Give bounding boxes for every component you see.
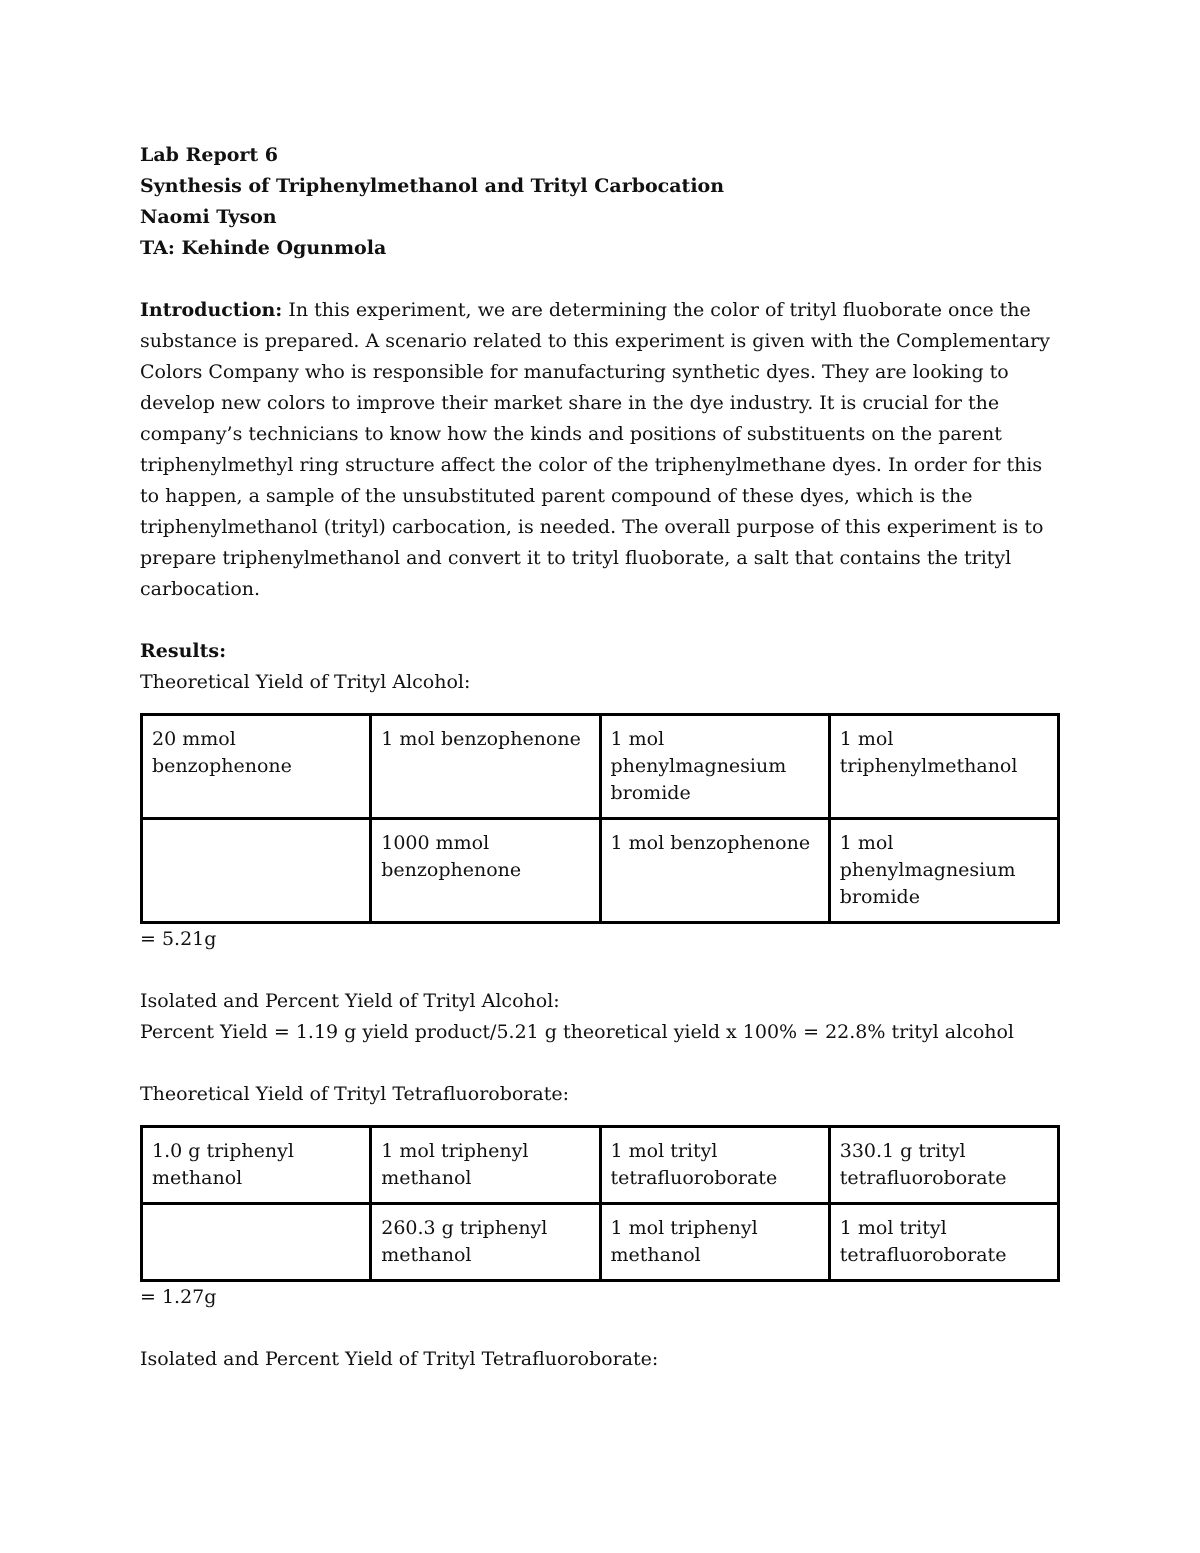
introduction-paragraph	[140, 295, 1060, 605]
introduction-label: Introduction:	[140, 299, 283, 321]
table-cell: 1 mol phenylmagnesium bromide	[600, 715, 829, 819]
report-subtitle: Synthesis of Triphenylmethanol and Trityl Carbocation	[140, 175, 725, 197]
table-row	[142, 1204, 1059, 1281]
report-ta: TA: Kehinde Ogunmola	[140, 237, 387, 259]
table1-wrapper	[140, 713, 1060, 924]
table-cell: 1.0 g triphenyl methanol	[142, 1127, 371, 1204]
table-cell	[142, 819, 371, 923]
theoretical-borate-heading: Theoretical Yield of Trityl Tetrafluoroborate:	[140, 1083, 570, 1105]
table2-wrapper	[140, 1125, 1060, 1282]
table-cell: 1 mol trityl tetrafluoroborate	[600, 1127, 829, 1204]
borate-yield-result: = 1.27g	[140, 1286, 217, 1308]
isolated-alcohol-heading: Isolated and Percent Yield of Trityl Alcohol:	[140, 990, 560, 1012]
table-cell: 330.1 g trityl tetrafluoroborate	[829, 1127, 1058, 1204]
table-cell: 1000 mmol benzophenone	[371, 819, 600, 923]
isolated-borate-heading: Isolated and Percent Yield of Trityl Tetrafluoroborate:	[140, 1348, 659, 1370]
table-cell	[142, 1204, 371, 1281]
results-label: Results:	[140, 640, 227, 662]
percent-yield-line: Percent Yield = 1.19 g yield product/5.21 g theoretical yield x 100% = 22.8% trityl alcohol	[140, 1021, 1015, 1043]
alcohol-yield-table	[140, 713, 1060, 924]
spacer	[140, 1048, 1060, 1079]
table-row	[142, 715, 1059, 819]
table-cell: 1 mol benzophenone	[371, 715, 600, 819]
table-cell: 20 mmol benzophenone	[142, 715, 371, 819]
spacer	[140, 1313, 1060, 1344]
borate-yield-table	[140, 1125, 1060, 1282]
table-cell: 1 mol triphenyl methanol	[371, 1127, 600, 1204]
introduction-text: In this experiment, we are determining the color of trityl fluoborate once the substance is prepared. A scenario related to this experiment is given with the Complementary Colors Company who is responsible for manufacturing synthetic dyes. They are looking to develop new colors to improve their market share in the dye industry. It is crucial for the company’s technicians to know how the kinds and positions of substituents on the parent triphenylmethyl ring structure affect the color of the triphenylmethane dyes. In order for this to happen, a sample of the unsubstituted parent compound of these dyes, which is the triphenylmethanol (trityl) carbocation, is needed. The overall purpose of this experiment is to prepare triphenylmethanol and convert it to trityl fluoborate, a salt that contains the trityl carbocation.	[140, 299, 1050, 600]
table-cell: 1 mol phenylmagnesium bromide	[829, 819, 1058, 923]
alcohol-yield-result: = 5.21g	[140, 928, 217, 950]
table-cell: 1 mol triphenylmethanol	[829, 715, 1058, 819]
spacer	[140, 605, 1060, 636]
theoretical-alcohol-heading: Theoretical Yield of Trityl Alcohol:	[140, 671, 471, 693]
spacer	[140, 264, 1060, 295]
table-row	[142, 819, 1059, 923]
spacer	[140, 955, 1060, 986]
table-cell: 1 mol trityl tetrafluoroborate	[829, 1204, 1058, 1281]
table-cell: 1 mol triphenyl methanol	[600, 1204, 829, 1281]
table-cell: 1 mol benzophenone	[600, 819, 829, 923]
document-page	[140, 140, 1060, 1375]
report-title: Lab Report 6	[140, 144, 279, 166]
table-row	[142, 1127, 1059, 1204]
table-cell: 260.3 g triphenyl methanol	[371, 1204, 600, 1281]
report-author: Naomi Tyson	[140, 206, 277, 228]
